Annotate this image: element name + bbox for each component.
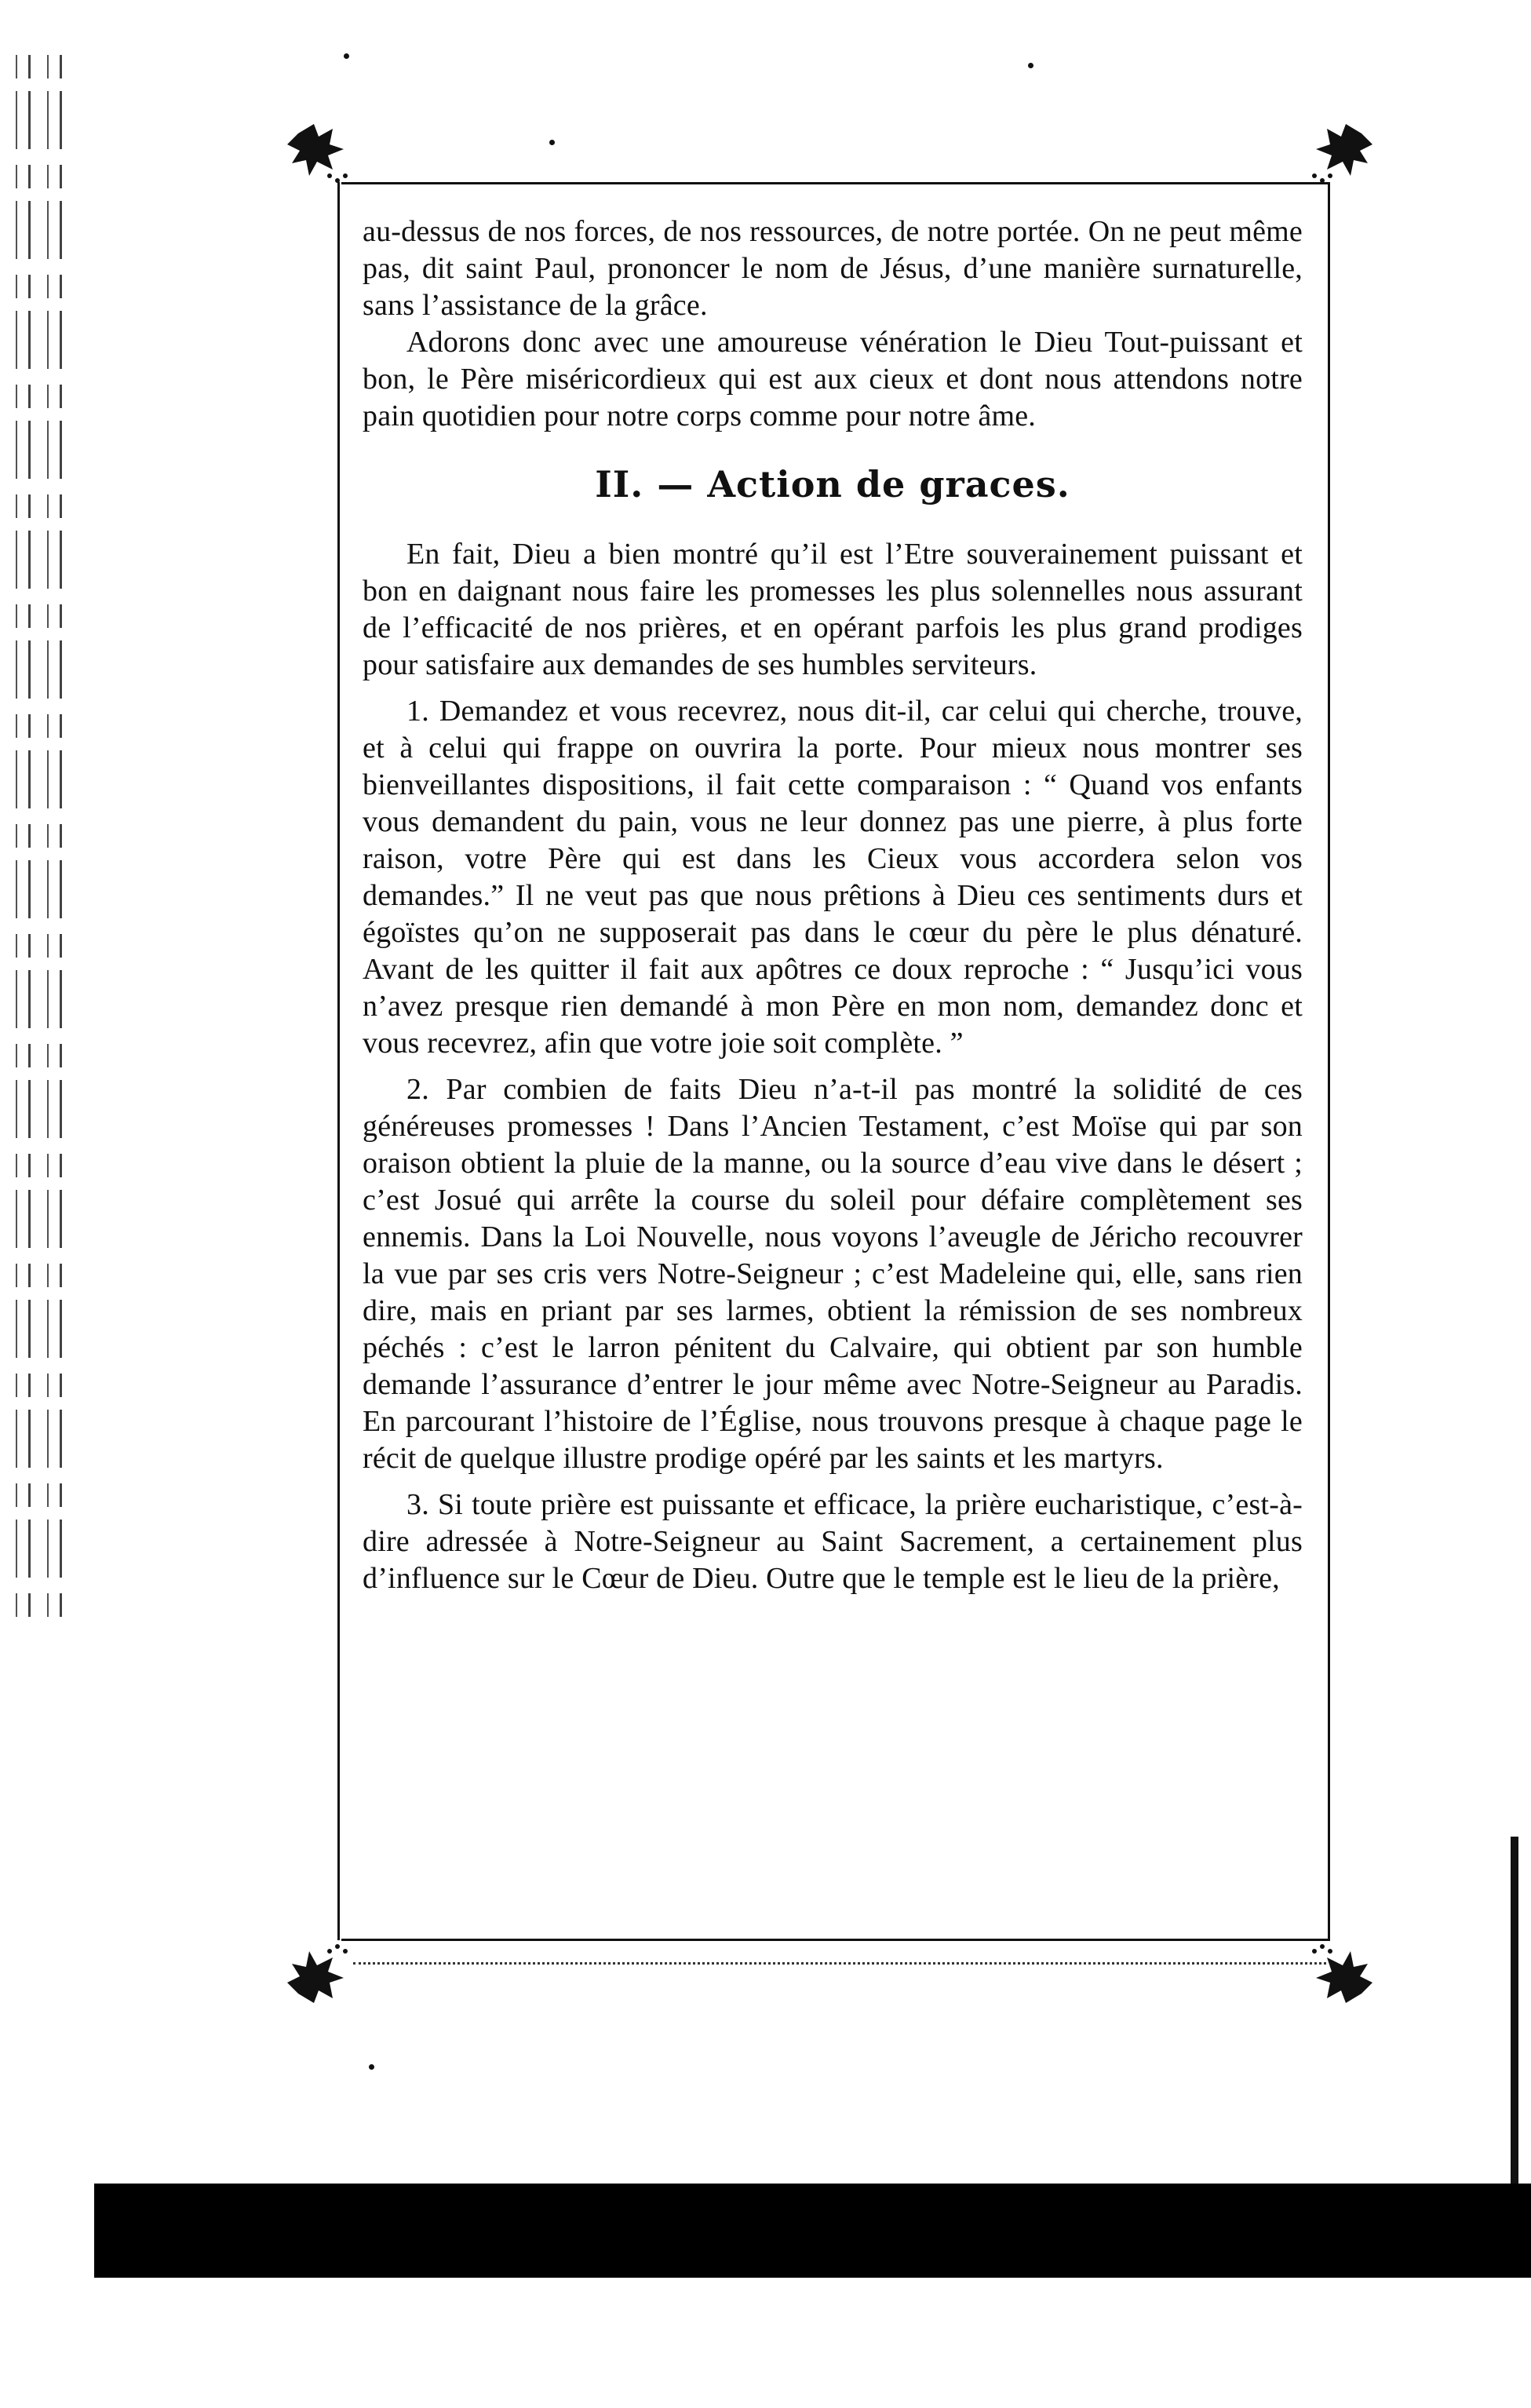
frame-border-right [1328,182,1330,1940]
scan-speck [344,53,349,59]
corner-ornament-icon [1307,118,1377,188]
paragraph: au-dessus de nos forces, de nos ressources, de notre portée. On ne peut même pas, dit saint Paul, prononcer le nom de Jésus, d’une manière surnaturelle, sans l’assistance de la grâce. [363,215,1303,322]
scan-edge-right [1511,1837,1518,2229]
frame-border-bottom [341,1939,1330,1941]
frame-border-top [341,182,1330,184]
section-heading: II. — Action de graces. [595,463,1070,505]
paragraph: Adorons donc avec une amoureuse vénération le Dieu Tout-puissant et bon, le Père miséricordieux qui est aux cieux et dont nous attendons notre pain quotidien pour notre corps comme pour notre âme. [363,326,1303,432]
scan-edge-left [11,55,74,1625]
frame-border-left [337,182,340,1940]
corner-ornament-icon [283,118,353,188]
paragraph: 2. Par combien de faits Dieu n’a-t-il pas montré la solidité de ces généreuses promesses ! Dans l’Ancien Testament, c’est Moïse qui par son oraison obtient la pluie de la manne, ou la source d’eau vive dans le désert ; c’est Josué qui arrête la course du soleil pour défaire complètement ses ennemis. Dans la Loi Nouvelle, nous voyons l’aveugle de Jéricho recouvrer la vue par ses cris vers Notre-Seigneur ; c’est Madeleine qui, elle, sans rien dire, mais en priant par ses larmes, obtient la rémission de ses nombreux péchés : c’est le larron pénitent du Calvaire, qui obtient par son humble demande l’assurance d’entrer le jour même avec Notre-Seigneur au Paradis. En parcourant l’histoire de l’Église, nous trouvons presque à chaque page le récit de quelque illustre prodige opéré par les saints et les martyrs. [363,1073,1303,1475]
scan-speck [549,140,555,145]
corner-ornament-icon [1307,1939,1377,2009]
paragraph: 1. Demandez et vous recevrez, nous dit-il, car celui qui cherche, trouve, et à celui qui frappe on ouvrira la porte. Pour mieux nous montrer ses bienveillantes dispositions, il fait cette comparaison : “ Quand vos enfants vous demandent du pain, vous ne leur donnez pas une pierre, à plus forte raison, votre Père qui est dans les Cieux vous accordera selon vos demandes.” Il ne veut pas que nous prêtions à Dieu ces sentiments durs et égoïstes qu’on ne supposerait pas dans le cœur du père le plus dénaturé. Avant de les quitter il fait aux apôtres ce doux reproche : “ Jusqu’ici vous n’avez presque rien demandé à mon Père en mon nom, demandez donc et vous recevrez, afin que votre joie soit complète. ” [363,695,1303,1060]
paragraph: En fait, Dieu a bien montré qu’il est l’Etre souverainement puissant et bon en daignant nous faire les promesses les plus solennelles nous assurant de l’efficacité de nos prières, et en opérant parfois les plus grand prodiges pour satisfaire aux demandes de ses humbles serviteurs. [363,538,1303,681]
corner-ornament-icon [283,1939,353,2009]
page-body [363,213,1303,1597]
paragraph: 3. Si toute prière est puissante et efficace, la prière eucharistique, c’est-à-dire adressée à Notre-Seigneur au Saint Sacrement, a certainement plus d’influence sur le Cœur de Dieu. Outre que le temple est le lieu de la prière, [363,1488,1303,1595]
frame-border-dotted [353,1962,1326,1965]
scan-speck [1028,63,1033,68]
